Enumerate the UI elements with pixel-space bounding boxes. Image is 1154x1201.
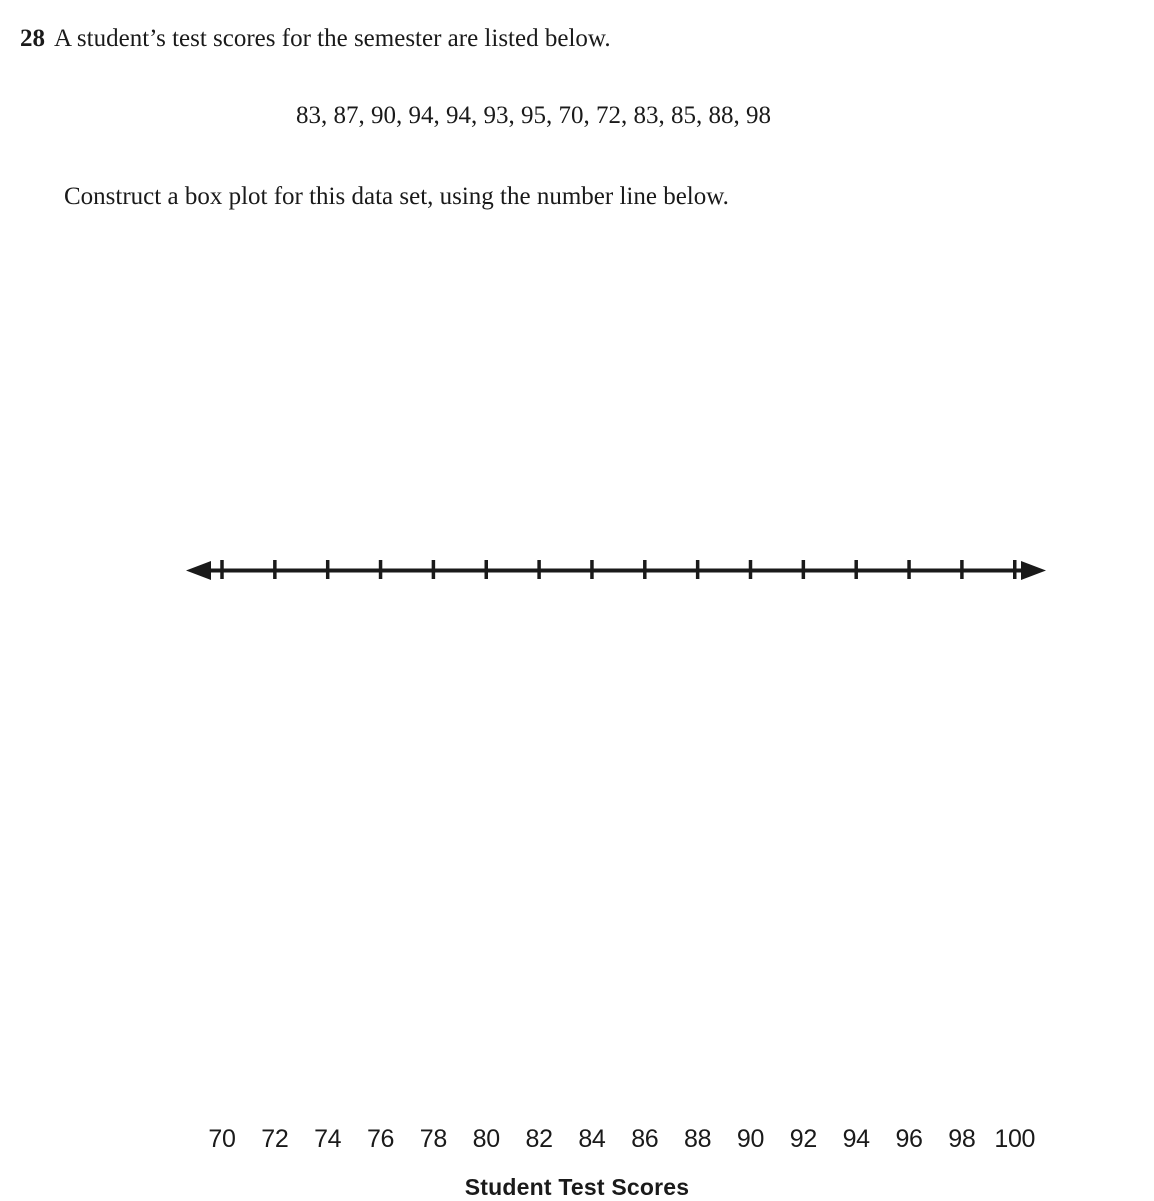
tick-label: 96 [895,1125,923,1153]
number-line [0,545,1154,1200]
tick-label: 100 [994,1125,1036,1153]
tick-label: 70 [208,1125,236,1153]
tick-label: 88 [684,1125,712,1153]
tick-label: 84 [578,1125,606,1153]
data-values-text: 83, 87, 90, 94, 94, 93, 95, 70, 72, 83, 85, 88, 98 [296,102,771,129]
tick-label: 90 [736,1125,765,1153]
tick-label: 74 [314,1125,342,1153]
box-plot-work-area[interactable] [20,230,1134,550]
number-line-axis [0,545,1154,660]
tick-label: 80 [472,1125,500,1153]
tick-label: 98 [948,1125,976,1153]
tick-label: 82 [525,1125,553,1153]
axis-title: Student Test Scores [464,1174,690,1200]
question-number: 28 [20,25,45,52]
left-arrow-icon [186,561,211,580]
data-values-list [296,101,771,131]
tick-label: 86 [631,1125,659,1153]
instruction-text: Construct a box plot for this data set, using the number line below. [64,183,729,210]
question-line [20,24,611,54]
tick-label: 94 [842,1125,870,1153]
tick-label: 72 [261,1125,289,1153]
right-arrow-icon [1021,561,1046,580]
tick-label: 78 [419,1125,447,1153]
question-stem: A student’s test scores for the semester are listed below. [54,25,611,52]
tick-label: 92 [789,1125,817,1153]
tick-label: 76 [366,1125,395,1153]
